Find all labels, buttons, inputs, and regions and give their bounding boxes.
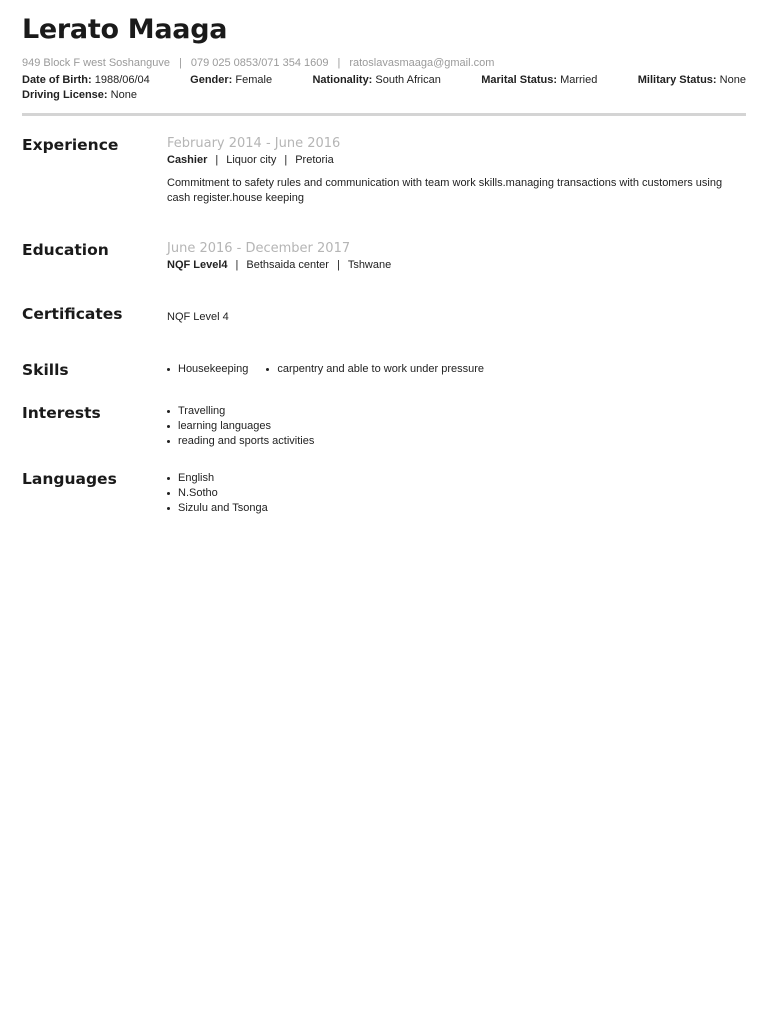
education-degree: NQF Level4 xyxy=(167,259,228,271)
language-item: English xyxy=(167,471,737,486)
dob-label: Date of Birth: xyxy=(22,74,92,86)
education-school: Bethsaida center xyxy=(246,259,329,271)
experience-date: February 2014 - June 2016 xyxy=(167,136,341,151)
military-label: Military Status: xyxy=(637,74,717,86)
meta-separator: | xyxy=(215,154,219,166)
education-entry xyxy=(167,241,737,271)
section-title-experience: Experience xyxy=(22,136,119,154)
email-link[interactable]: ratoslavasmaaga@gmail.com xyxy=(349,57,495,69)
meta-separator: | xyxy=(284,154,288,166)
section-title-education: Education xyxy=(22,241,109,259)
meta-separator: | xyxy=(235,259,239,271)
skill-item: Housekeeping xyxy=(167,362,248,377)
address-text: 949 Block F west Soshanguve xyxy=(22,57,170,69)
dob-field xyxy=(22,73,150,88)
license-label: Driving License: xyxy=(22,89,108,101)
section-title-certificates: Certificates xyxy=(22,305,123,323)
certificate-entry: NQF Level 4 xyxy=(167,311,229,323)
phone-text: 079 025 0853/071 354 1609 xyxy=(190,57,329,69)
education-location: Tshwane xyxy=(347,259,392,271)
nationality-value: South African xyxy=(375,74,441,86)
marital-value: Married xyxy=(560,74,598,86)
interest-item: reading and sports activities xyxy=(167,434,737,449)
gender-field xyxy=(190,73,272,88)
contact-separator: | xyxy=(337,57,341,69)
skill-item: carpentry and able to work under pressure xyxy=(266,362,484,377)
nationality-label: Nationality: xyxy=(312,74,373,86)
interest-item: Travelling xyxy=(167,404,737,419)
experience-meta xyxy=(167,154,737,166)
languages-list xyxy=(167,471,737,516)
experience-location: Pretoria xyxy=(295,154,334,166)
interests-list xyxy=(167,404,737,449)
gender-value: Female xyxy=(235,74,273,86)
experience-description: Commitment to safety rules and communication with team work skills.managing transactions with customers using cash register.house keeping xyxy=(167,177,723,204)
section-title-languages: Languages xyxy=(22,470,117,488)
license-value: None xyxy=(110,89,137,101)
military-value: None xyxy=(719,74,746,86)
candidate-name: Lerato Maaga xyxy=(22,14,228,45)
gender-label: Gender: xyxy=(190,74,233,86)
license-field xyxy=(22,88,137,103)
education-date: June 2016 - December 2017 xyxy=(167,241,351,256)
military-field xyxy=(638,73,746,88)
nationality-field xyxy=(312,73,440,88)
language-item: Sizulu and Tsonga xyxy=(167,501,737,516)
skills-list xyxy=(167,362,737,377)
education-meta xyxy=(167,259,737,271)
experience-role: Cashier xyxy=(167,154,208,166)
section-title-interests: Interests xyxy=(22,404,101,422)
language-item: N.Sotho xyxy=(167,486,737,501)
personal-details xyxy=(22,73,746,103)
marital-field xyxy=(481,73,597,88)
contact-line xyxy=(22,57,494,69)
interest-item: learning languages xyxy=(167,419,737,434)
marital-label: Marital Status: xyxy=(481,74,558,86)
dob-value: 1988/06/04 xyxy=(94,74,150,86)
experience-entry xyxy=(167,136,737,206)
contact-separator: | xyxy=(178,57,182,69)
meta-separator: | xyxy=(336,259,340,271)
header-divider xyxy=(22,113,746,116)
experience-company: Liquor city xyxy=(226,154,277,166)
section-title-skills: Skills xyxy=(22,361,69,379)
